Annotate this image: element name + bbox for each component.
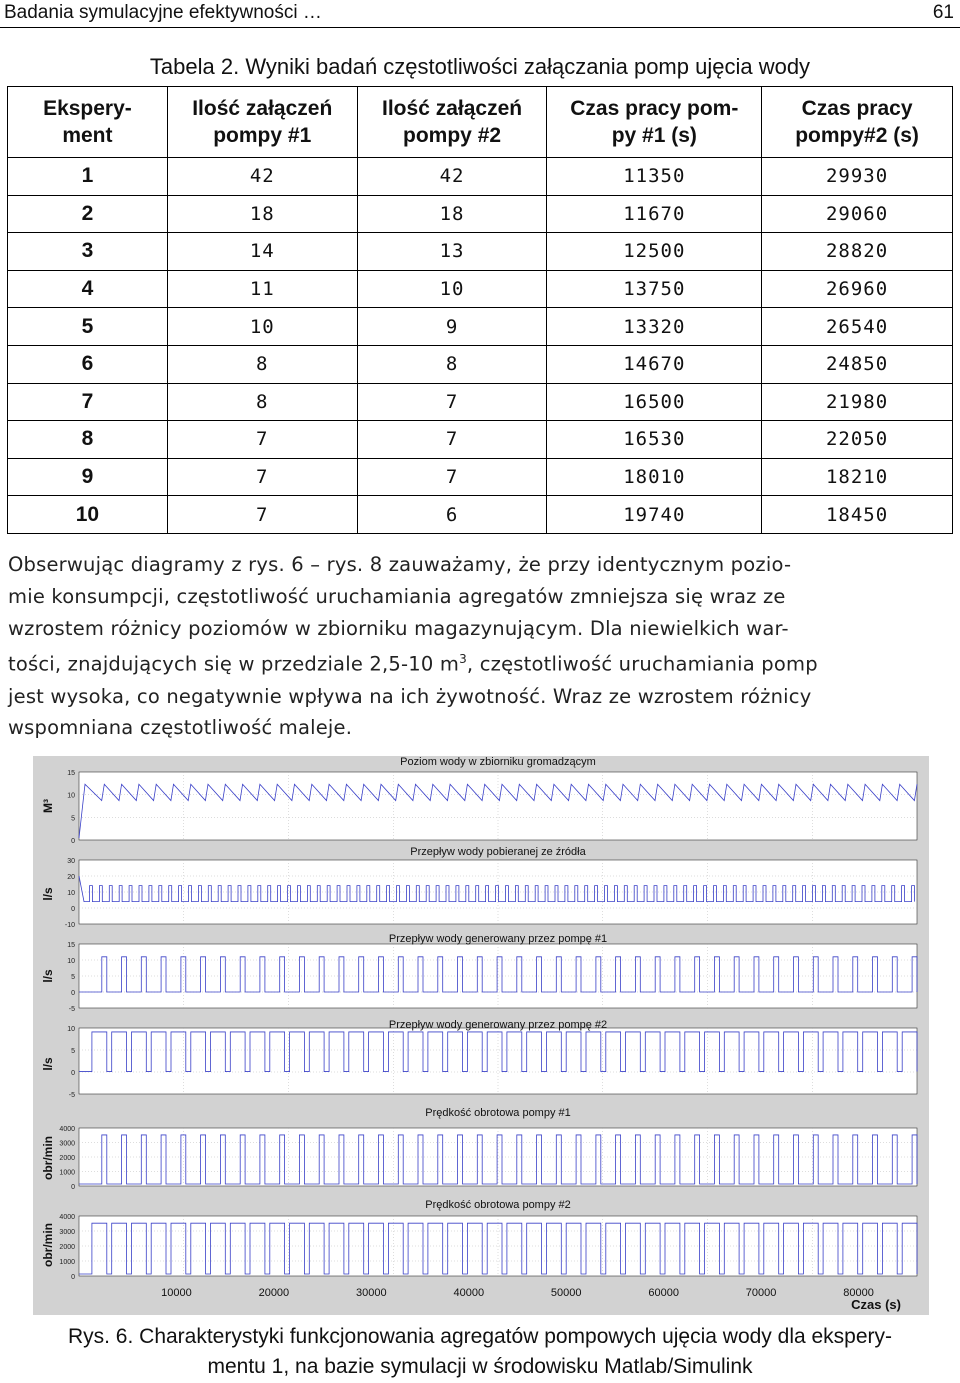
- x-tick-label: 10000: [161, 1287, 192, 1299]
- y-tick-label: 0: [71, 1274, 75, 1281]
- paragraph-line-part: , częstotliwość uruchamiania pomp: [466, 652, 818, 676]
- table-cell: 7: [167, 421, 357, 459]
- table-row: [8, 345, 953, 383]
- table-cell: 10: [167, 308, 357, 346]
- table-cell: 16530: [547, 421, 762, 459]
- table-cell: 11670: [547, 195, 762, 233]
- table-cell: 13750: [547, 270, 762, 308]
- experiment-number-cell: 2: [8, 195, 168, 233]
- table-cell: 18: [357, 195, 547, 233]
- experiment-number-cell: 1: [8, 158, 168, 196]
- paragraph-line: jest wysoka, co negatywnie wpływa na ich żywotność. Wraz ze wzrostem różnicy: [8, 684, 812, 708]
- table-cell: 7: [357, 383, 547, 421]
- experiment-number-cell: 8: [8, 421, 168, 459]
- y-tick-label: 2000: [59, 1244, 75, 1251]
- table-cell: 18210: [762, 458, 953, 496]
- y-tick-label: 0: [71, 838, 75, 845]
- experiment-number-cell: 3: [8, 233, 168, 271]
- superscript: 3: [459, 652, 467, 667]
- paragraph-line-part: tości, znajdujących się w przedziale 2,5-10 m: [8, 652, 460, 676]
- header-pump2-time: Czas pracy pompy#2 (s): [762, 87, 953, 158]
- running-header: [0, 0, 960, 28]
- table-cell: 13320: [547, 308, 762, 346]
- y-axis-label: l/s: [41, 969, 55, 983]
- table-row: [8, 458, 953, 496]
- header-experiment: Ekspery- ment: [8, 87, 168, 158]
- table-row: [8, 233, 953, 271]
- page-number: 61: [932, 2, 954, 23]
- y-tick-label: 10: [67, 1026, 75, 1033]
- x-tick-label: 70000: [745, 1287, 777, 1299]
- table-row: [8, 158, 953, 196]
- table-cell: 26960: [762, 270, 953, 308]
- table-cell: 14670: [547, 345, 762, 383]
- experiment-number-cell: 10: [8, 496, 168, 534]
- table-row: [8, 270, 953, 308]
- table-cell: 11: [167, 270, 357, 308]
- experiment-number-cell: 6: [8, 345, 168, 383]
- table-body: [8, 158, 953, 534]
- table-cell: 7: [167, 458, 357, 496]
- paragraph-line: mie konsumpcji, częstotliwość uruchamiania agregatów zmniejsza się wraz ze: [8, 584, 786, 608]
- panel-title: Przepływ wody generowany przez pompę #2: [388, 1019, 608, 1031]
- table-cell: 7: [357, 421, 547, 459]
- results-table: [7, 86, 953, 534]
- y-tick-label: 2000: [59, 1155, 75, 1162]
- table-cell: 8: [167, 383, 357, 421]
- plot-panel: [41, 1199, 917, 1281]
- panel-title: Poziom wody w zbiorniku gromadzącym: [400, 756, 596, 768]
- y-tick-label: -10: [64, 922, 75, 929]
- table-caption: Tabela 2. Wyniki badań częstotliwości załączania pomp ujęcia wody: [149, 54, 811, 79]
- table-row: [8, 383, 953, 421]
- y-tick-label: 0: [71, 906, 75, 913]
- y-tick-label: 20: [67, 874, 75, 881]
- table-cell: 18010: [547, 458, 762, 496]
- header-pump1-count: Ilość załączeń pompy #1: [167, 87, 357, 158]
- y-axis-label: obr/min: [41, 1223, 55, 1267]
- experiment-number-cell: 9: [8, 458, 168, 496]
- table-cell: 28820: [762, 233, 953, 271]
- table-cell: 14: [167, 233, 357, 271]
- table-cell: 12500: [547, 233, 762, 271]
- table-row: [8, 496, 953, 534]
- table-cell: 6: [357, 496, 547, 534]
- y-axis-label: obr/min: [41, 1136, 55, 1180]
- table-cell: 7: [357, 458, 547, 496]
- paragraph-line: [8, 644, 954, 680]
- plot-panel: [41, 846, 917, 929]
- y-tick-label: 30: [67, 858, 75, 865]
- table-cell: 42: [357, 158, 547, 196]
- panel-title: Prędkość obrotowa pompy #1: [425, 1107, 571, 1119]
- paragraph-line: Obserwując diagramy z rys. 6 – rys. 8 zauważamy, że przy identycznym pozio-: [8, 553, 792, 576]
- table-cell: 7: [167, 496, 357, 534]
- x-tick-label: 20000: [258, 1287, 290, 1299]
- table-cell: 18450: [762, 496, 953, 534]
- table-cell: 29930: [762, 158, 953, 196]
- y-tick-label: 1000: [59, 1259, 75, 1266]
- paragraph-line: wzrostem różnicy poziomów w zbiorniku magazynującym. Dla niewielkich war-: [8, 616, 789, 640]
- y-tick-label: 3000: [59, 1140, 75, 1148]
- y-tick-label: 10: [67, 958, 75, 965]
- table-cell: 21980: [762, 383, 953, 421]
- figure-plots: [33, 756, 929, 1315]
- y-tick-label: 5: [71, 815, 75, 823]
- y-tick-label: 15: [67, 770, 75, 777]
- x-tick-label: 40000: [453, 1287, 485, 1299]
- figure-caption-line: Rys. 6. Charakterystyki funkcjonowania agregatów pompowych ujęcia wody dla ekspery-: [67, 1325, 893, 1348]
- table-cell: 19740: [547, 496, 762, 534]
- experiment-number-cell: 5: [8, 308, 168, 346]
- simulation-figure: [33, 756, 929, 1315]
- table-cell: 8: [357, 345, 547, 383]
- table-cell: 22050: [762, 421, 953, 459]
- y-tick-label: 0: [71, 1184, 75, 1191]
- plot-panel: [41, 1107, 917, 1191]
- y-tick-label: -5: [68, 1092, 75, 1099]
- table-cell: 16500: [547, 383, 762, 421]
- y-tick-label: 0: [71, 1070, 75, 1077]
- table-cell: 29060: [762, 195, 953, 233]
- table-cell: 18: [167, 195, 357, 233]
- plot-panel: [41, 756, 917, 845]
- y-tick-label: -5: [68, 1006, 75, 1013]
- y-tick-label: 4000: [59, 1214, 75, 1221]
- table-cell: 24850: [762, 345, 953, 383]
- table-cell: 9: [357, 308, 547, 346]
- y-tick-label: 10: [67, 890, 75, 897]
- table-row: [8, 421, 953, 459]
- running-header-title: Badania symulacyjne efektywności …: [4, 2, 322, 23]
- y-axis-label: l/s: [41, 887, 55, 901]
- panel-title: Przepływ wody generowany przez pompę #1: [388, 933, 608, 945]
- header-pump2-count: Ilość załączeń pompy #2: [357, 87, 547, 158]
- panel-title: Przepływ wody pobieranej ze źródła: [410, 846, 586, 858]
- figure-caption: [0, 1322, 960, 1382]
- table-cell: 11350: [547, 158, 762, 196]
- y-tick-label: 4000: [59, 1126, 75, 1133]
- x-tick-label: 50000: [550, 1287, 582, 1299]
- table-header-row: [8, 87, 953, 158]
- experiment-number-cell: 4: [8, 270, 168, 308]
- table-cell: 42: [167, 158, 357, 196]
- experiment-number-cell: 7: [8, 383, 168, 421]
- y-tick-label: 3000: [59, 1229, 75, 1236]
- y-tick-label: 0: [71, 990, 75, 997]
- plot-area: [79, 1128, 917, 1186]
- x-tick-label: 60000: [648, 1287, 679, 1299]
- table-cell: 8: [167, 345, 357, 383]
- figure-caption-line: mentu 1, na bazie symulacji w środowisku Matlab/Simulink: [207, 1355, 753, 1378]
- y-tick-label: 10: [67, 792, 75, 800]
- paragraph-line: wspomniana częstotliwość maleje.: [8, 716, 353, 740]
- body-paragraph: [8, 549, 954, 744]
- table-cell: 13: [357, 233, 547, 271]
- x-tick-label: 80000: [843, 1287, 874, 1299]
- y-tick-label: 15: [67, 942, 75, 949]
- table-row: [8, 195, 953, 233]
- plot-panel: [41, 933, 917, 1013]
- table-row: [8, 308, 953, 346]
- header-pump1-time: Czas pracy pom- py #1 (s): [547, 87, 762, 158]
- table-cell: 26540: [762, 308, 953, 346]
- y-tick-label: 5: [71, 974, 75, 981]
- y-axis-label: l/s: [41, 1057, 55, 1071]
- y-tick-label: 5: [71, 1048, 75, 1055]
- y-axis-label: M³: [41, 799, 55, 813]
- x-axis-label: Czas (s): [851, 1297, 901, 1312]
- plot-panel: [41, 1019, 917, 1099]
- panel-title: Prędkość obrotowa pompy #2: [425, 1199, 571, 1211]
- x-tick-label: 30000: [356, 1287, 387, 1299]
- table-cell: 10: [357, 270, 547, 308]
- y-tick-label: 1000: [59, 1169, 75, 1177]
